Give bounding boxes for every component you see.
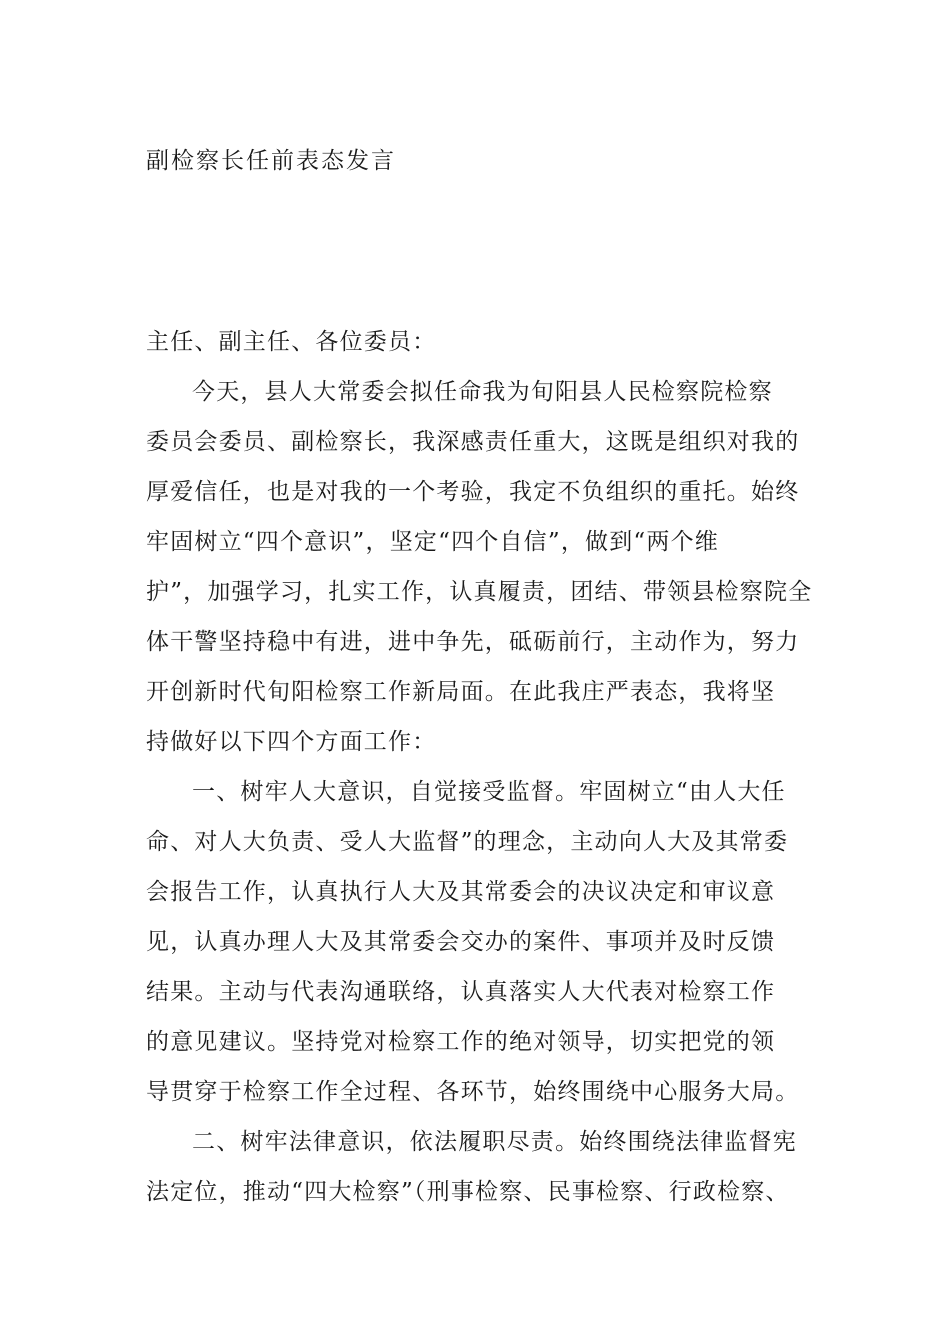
paragraph-3 <box>146 1122 806 1222</box>
paragraph-line: 法定位，推动“四大检察”（刑事检察、民事检察、行政检察、 <box>146 1179 790 1205</box>
document-body <box>146 322 813 1222</box>
paragraph-1 <box>146 372 813 772</box>
paragraph-line: 今天，县人大常委会拟任命我为旬阳县人民检察院检察 <box>192 379 773 405</box>
paragraph-line: 命、对人大负责、受人大监督”的理念，主动向人大及其常委 <box>146 829 789 855</box>
paragraph-line: 二、树牢法律意识，依法履职尽责。始终围绕法律监督宪 <box>192 1129 797 1155</box>
paragraph-line: 委员会委员、副检察长，我深感责任重大，这既是组织对我的 <box>146 429 800 455</box>
paragraph-line: 导贯穿于检察工作全过程、各环节，始终围绕中心服务大局。 <box>146 1079 800 1105</box>
paragraph-line: 厚爱信任，也是对我的一个考验，我定不负组织的重托。始终 <box>146 479 800 505</box>
paragraph-line: 会报告工作，认真执行人大及其常委会的决议决定和审议意 <box>146 879 776 905</box>
document-title: 副检察长任前表态发言 <box>146 148 396 174</box>
paragraph-line: 一、树牢人大意识，自觉接受监督。牢固树立“由人大任 <box>192 779 786 805</box>
paragraph-2 <box>146 772 806 1122</box>
paragraph-line: 见，认真办理人大及其常委会交办的案件、事项并及时反馈 <box>146 929 776 955</box>
paragraph-line: 持做好以下四个方面工作： <box>146 729 437 755</box>
paragraph-line: 开创新时代旬阳检察工作新局面。在此我庄严表态，我将坚 <box>146 679 776 705</box>
paragraph-line: 结果。主动与代表沟通联络，认真落实人大代表对检察工作 <box>146 979 776 1005</box>
salutation: 主任、副主任、各位委员： <box>146 329 437 355</box>
paragraph-line: 的意见建议。坚持党对检察工作的绝对领导，切实把党的领 <box>146 1029 776 1055</box>
paragraph-line: 体干警坚持稳中有进，进中争先，砥砺前行，主动作为，努力 <box>146 629 800 655</box>
paragraph-line: 牢固树立“四个意识”，坚定“四个自信”，做到“两个维 <box>146 529 719 555</box>
paragraph-line: 护”，加强学习，扎实工作，认真履责，团结、带领县检察院全 <box>146 579 813 605</box>
